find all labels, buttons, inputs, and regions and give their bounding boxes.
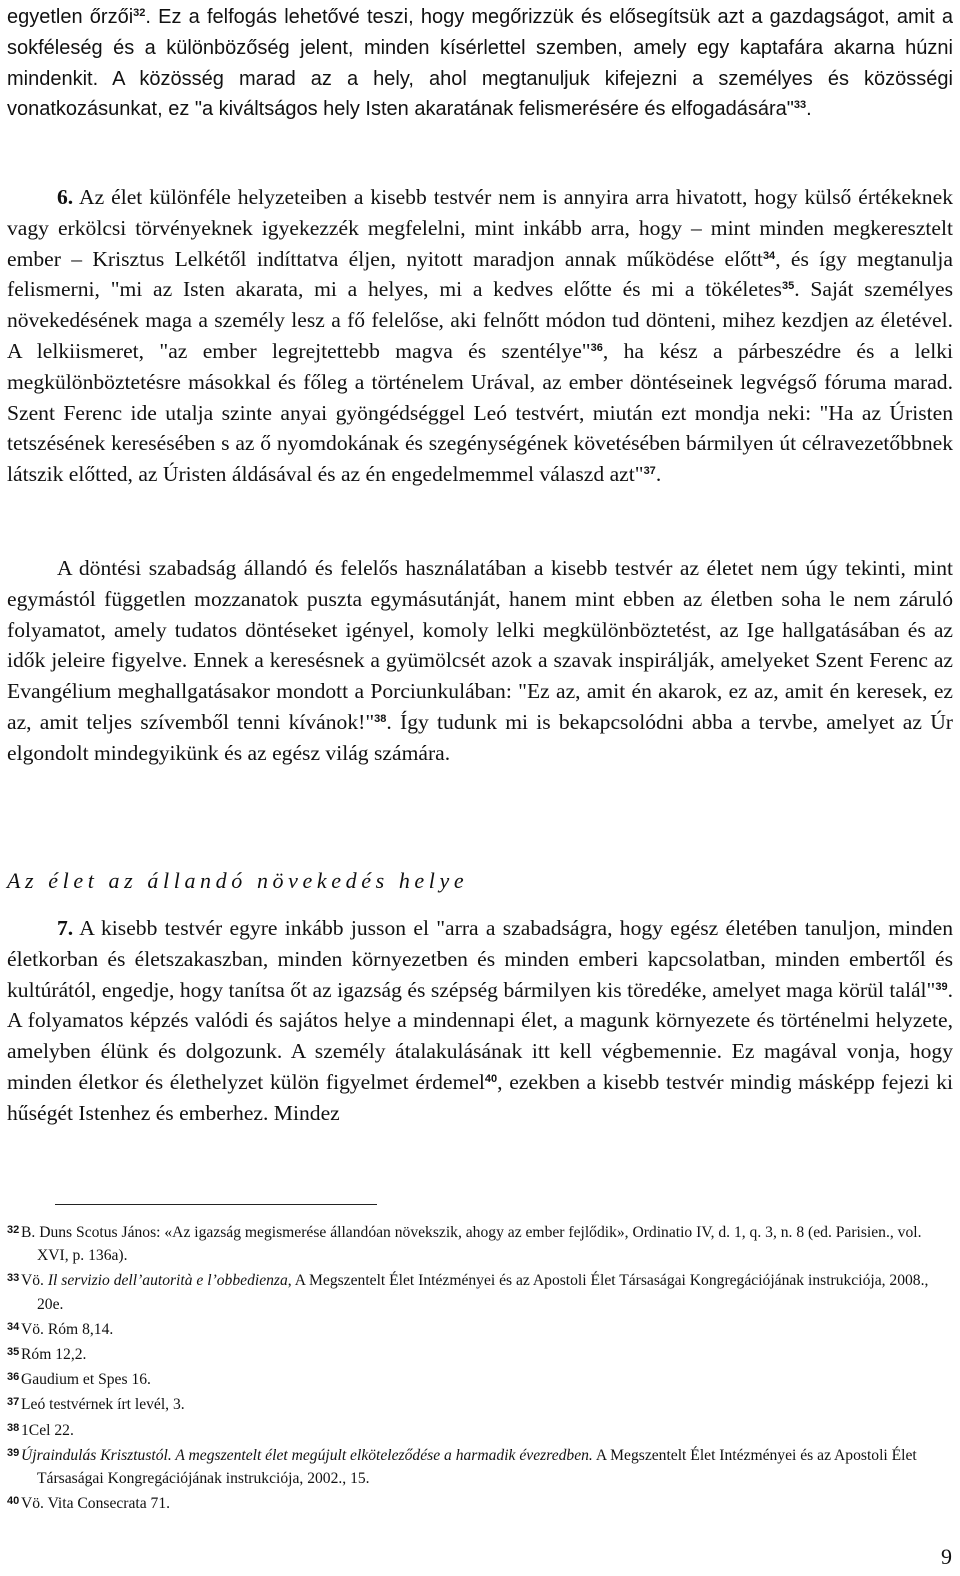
- footnote-number: 39: [7, 1446, 20, 1459]
- footnote-separator: [55, 1204, 377, 1205]
- paragraph-6: [7, 182, 953, 490]
- footnote-text: 1Cel 22.: [21, 1421, 74, 1439]
- footnote-ref-32[interactable]: 32: [133, 7, 146, 19]
- text-run: A döntési szabadság állandó és felelős használatában a kisebb testvér az életet nem úgy tekinti, mint egymástól független mozzanatok puszta egymásutánját, hanem mint ebben az életben soha le nem záruló folyamatot, amely tudatos döntéseket igényel, komoly lelki megkülönböztetést, az Ige hallgatásában és az idők jeleire figyelve. Ennek a keresésnek a gyümölcsét azok a szavak inspirálják, amelyeket Szent Ferenc az Evangélium meghallgatásakor mondott a Porciunkulában: "Ez az, amit én akarok, ez az, amit én keresek, ez az, amit teljes szívemből tenni kívánok!": [7, 556, 953, 734]
- footnote-number: 33: [7, 1272, 20, 1285]
- footnote-ref-36[interactable]: 36: [590, 341, 603, 354]
- footnote-text: Vö. Róm 8,14.: [21, 1320, 114, 1338]
- footnote-number: 32: [7, 1224, 20, 1236]
- footnote-ref-39[interactable]: 39: [935, 980, 948, 993]
- footnotes: [7, 1219, 953, 1515]
- text-run: .: [806, 98, 812, 121]
- paragraph-continuation: [7, 2, 953, 125]
- footnote-35: [7, 1341, 953, 1366]
- text-run: . A folyamatos képzés valódi és sajátos helye a mindennapi élet, a magunk környezete és történelmi helyzete, amelyben élünk és dolgozunk. A személy átalakulásának itt kell végbemennie. Ez magával vonja, hogy minden életkor és élethelyzet külön figyelmet érdemel: [7, 977, 953, 1094]
- footnote-text: , A Megszentelt Élet Intézményei és az Apostoli Élet Társaságai Kongregációjának instrukciója, 2008., 20e.: [37, 1272, 929, 1313]
- paragraph-7: [7, 913, 953, 1129]
- footnote-text: Leó testvérnek írt levél, 3.: [21, 1396, 185, 1414]
- footnote-title: Újraindulás Krisztustól. A megszentelt élet megújult elköteleződése a harmadik évezredben.: [21, 1446, 593, 1464]
- footnote-text: B. Duns Scotus János: «Az igazság megismerése állandóan növekszik, ahogy az ember fejlődik», Ordinatio IV, d. 1, q. 3, n. 8 (ed. Parisien., vol. XVI, p. 136a).: [21, 1224, 922, 1265]
- footnote-ref-35[interactable]: 35: [781, 280, 795, 293]
- footnote-33: [7, 1267, 953, 1315]
- footnote-39: [7, 1442, 953, 1490]
- footnote-number: 37: [7, 1396, 20, 1409]
- footnote-number: 35: [7, 1346, 20, 1359]
- footnote-text: A Megszentelt Élet Intézményei és az Apostoli Élet Társaságai Kongregációjának instrukciója, 2002., 15.: [37, 1446, 917, 1488]
- footnote-ref-38[interactable]: 38: [374, 712, 387, 725]
- footnote-title: Il servizio dell’autorità e l’obbedienza: [47, 1272, 288, 1290]
- page-number: 9: [941, 1544, 952, 1569]
- footnote-40: [7, 1490, 953, 1515]
- paragraph-number: 6.: [57, 185, 74, 209]
- footnote-36: [7, 1366, 953, 1391]
- footnote-ref-37[interactable]: 37: [643, 465, 656, 478]
- footnote-ref-34[interactable]: 34: [762, 249, 776, 262]
- text-run: . Így tudunk mi is bekapcsolódni abba a tervbe, amelyet az Úr elgondolt mindegyikünk és az egész világ számára.: [7, 709, 953, 765]
- paragraph-number: 7.: [57, 916, 74, 940]
- text-run: .: [655, 462, 662, 487]
- text-run: . Saját személyes növekedésének maga a személy lesz a fő felelőse, aki felnőtt módon tud dönteni, mihez kezdjen az életével. A lelkiismeret, "az ember legrejtettebb magva és szentélye": [7, 277, 954, 363]
- footnote-number: 40: [7, 1495, 20, 1508]
- footnote-ref-40[interactable]: 40: [484, 1072, 498, 1085]
- section-heading: Az élet az állandó növekedés helye: [7, 868, 469, 893]
- text-run: egyetlen őrzői: [7, 6, 134, 28]
- text-run: . Ez a felfogás lehetővé teszi, hogy megőrizzük és elősegítsük azt a gazdagságot, amit a sokféleség és a különbözőség jelent, minden kísérlettel szemben, amely egy kaptafára akarna húzni mindenkit. A közösség marad az a hely, ahol megtanuljuk kifejezni a személyes és közösségi vonatkozásunkat, ez "a kiváltságos hely Isten akaratának felismerésére és elfogadására": [7, 6, 953, 121]
- text-run: , és így megtanulja felismerni, "mi az Isten akarata, mi a helyes, mi a kedves előtte és mi a tökéletes: [7, 246, 953, 302]
- text-run: , ezekben a kisebb testvér mindig másképp fejezi ki hűségét Istenhez és emberhez. Mindez: [7, 1069, 953, 1125]
- footnote-text: Róm 12,2.: [21, 1346, 87, 1364]
- footnote-38: [7, 1417, 953, 1442]
- footnote-number: 36: [7, 1371, 20, 1384]
- footnote-ref-33[interactable]: 33: [793, 99, 807, 112]
- footnote-34: [7, 1316, 953, 1341]
- footnote-number: 34: [7, 1320, 20, 1333]
- footnote-number: 38: [7, 1421, 20, 1434]
- footnote-text: Vö. Vita Consecrata 71.: [21, 1495, 171, 1513]
- footnote-32: [7, 1219, 953, 1267]
- paragraph-6-continued: [7, 553, 953, 769]
- footnote-text: Vö.: [21, 1272, 48, 1290]
- text-run: Az élet különféle helyzeteiben a kisebb testvér nem is annyira arra hivatott, hogy külső értékeknek vagy erkölcsi törvényeknek igyekezzék megfelelni, mint inkább arra, hogy – mint minden megkeresztelt ember – Krisztus Lelkétől indíttatva éljen, nyitott maradjon annak működése előtt: [7, 185, 953, 271]
- text-run: A kisebb testvér egyre inkább jusson el "arra a szabadságra, hogy egész életében tanuljon, minden életkorban és életszakaszban, minden környezetben és minden emberi kapcsolatban, minden embertől és kultúrától, engedje, hogy tanítsa őt az igazság és szépség bármilyen kis töredéke, amelyet maga körül talál": [7, 916, 953, 1002]
- footnote-text: Gaudium et Spes 16.: [21, 1371, 151, 1389]
- text-run: , ha kész a párbeszédre és a lelki megkülönböztetésre másokkal és főleg a történelem Urával, az ember döntéseinek legvégső fóruma marad. Szent Ferenc ide utalja szinte anyai gyöngédséggel Leó testvért, miután ezt mondja neki: "Ha az Úristen tetszésének keresésében s az ő nyomdokának és szegénységének követésében bármilyen út célravezetőbbnek látszik előtted, az Úristen áldásával és az én engedelmemmel válaszd azt": [7, 338, 953, 487]
- footnote-37: [7, 1391, 953, 1416]
